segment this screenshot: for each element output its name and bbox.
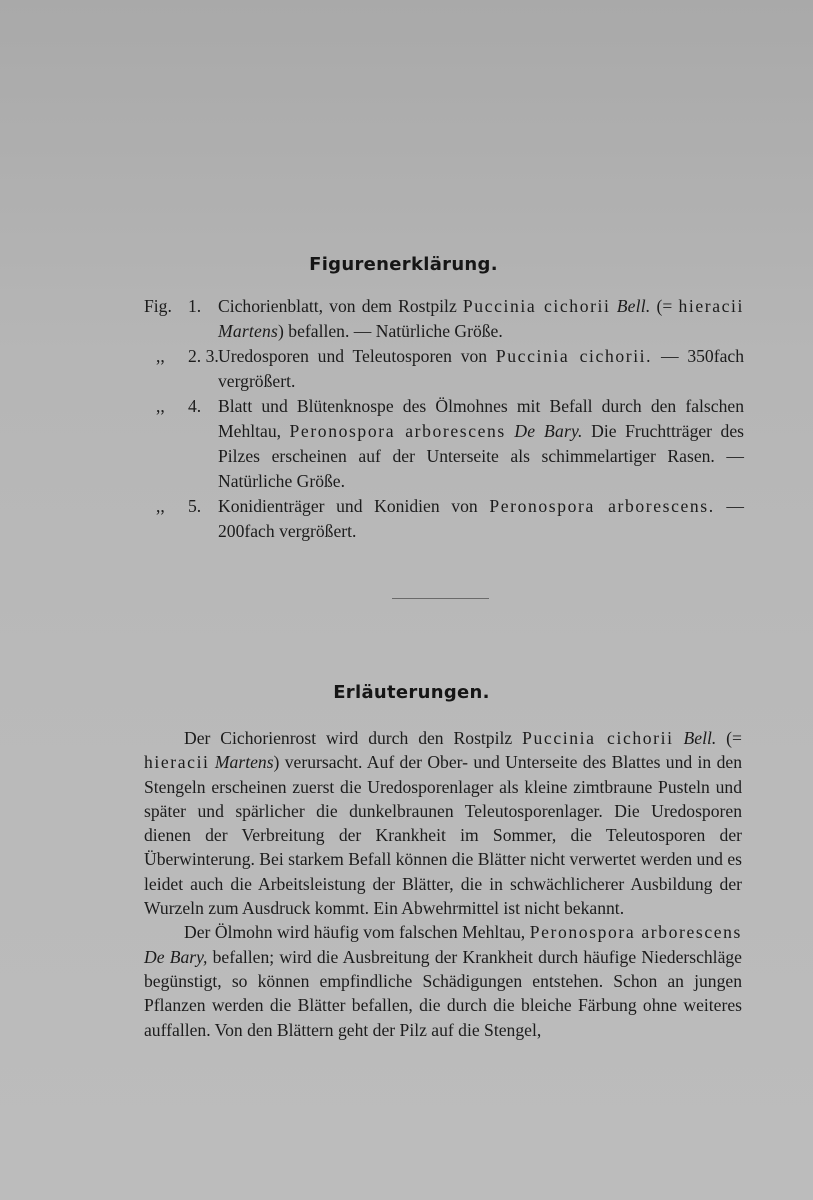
figure-legend-list <box>144 294 744 544</box>
species-name: Puccinia cichorii <box>522 728 674 748</box>
text-run: Der Ölmohn wird häufig vom falschen Mehltau, <box>184 922 530 943</box>
text-run: Cichorienblatt, von dem Rostpilz <box>218 296 463 316</box>
species-name: Peronospora arborescens <box>289 421 506 441</box>
explanation-paragraph <box>144 726 742 920</box>
text-run: — 350fach vergrößert. <box>218 346 744 391</box>
species-name: Peronospora arborescens <box>529 922 742 943</box>
section-divider <box>392 598 489 599</box>
figure-number: 5. <box>188 496 202 516</box>
species-name: Puccinia cichorii <box>462 296 611 316</box>
italic-text: Bell. <box>683 728 717 748</box>
italic-text: Martens <box>214 752 274 773</box>
explanations-heading: Erläuterungen. <box>333 682 490 703</box>
text-run: (= <box>716 728 742 748</box>
figure-legend-entry <box>144 344 744 394</box>
figure-description <box>218 294 744 344</box>
figure-legend-heading: Figurenerklärung. <box>309 254 498 275</box>
species-name: Peronospora arborescens. <box>489 496 715 516</box>
figure-prefix: ,, <box>156 346 165 366</box>
figure-number: 4. <box>188 396 202 416</box>
figure-number: 1. <box>188 296 202 316</box>
text-run: Blatt und Blütenknospe des Ölmohnes mit Befall durch den falschen Mehltau, <box>218 396 744 441</box>
species-name: Puccinia cichorii. <box>495 346 653 366</box>
figure-description <box>218 494 744 544</box>
figure-legend-entry <box>144 494 744 544</box>
text-run: Konidienträger und Konidien von <box>218 496 490 516</box>
explanations-body <box>144 726 742 1042</box>
text-run: befallen; wird die Ausbreitung der Krankheit durch häufige Niederschläge begünstigt, so können empfindliche Schädigungen entstehen. Schon an jungen Pflanzen werden die Blätter befallen, die durch die bleiche Färbung ohne weiteres auffallen. Von den Blättern geht der Pilz auf die Stengel, <box>144 946 742 1040</box>
text-run: Die Fruchtträger des Pilzes erscheinen auf der Unterseite als schimmelartiger Rasen. — Natürliche Größe. <box>218 421 744 491</box>
text-run: Der Cichorienrost wird durch den Rostpilz <box>184 728 523 748</box>
text-run: Uredosporen und Teleutosporen von <box>218 346 496 366</box>
figure-prefix: Fig. <box>144 296 172 316</box>
figure-description <box>218 394 744 494</box>
text-run: ) verursacht. Auf der Ober- und Unterseite des Blattes und in den Stengeln erscheinen zuerst die Uredosporenlager als kleine zimtbraune Pusteln und später und spärlicher die dunkelbraunen Teleutosporenlager. Die Uredosporen dienen der Verbreitung der Krankheit im Sommer, die Teleutosporen der Überwinterung. Bei starkem Befall können die Blätter nicht verwertet werden und es leidet auch die Arbeitsleistung der Blätter, die in schwächlicherer Ausbildung der Wurzeln zum Ausdruck kommt. Ein Abwehrmittel ist nicht bekannt. <box>144 752 742 919</box>
italic-text: Martens <box>218 321 279 341</box>
text-run: — 200fach vergrößert. <box>218 496 744 541</box>
figure-description <box>218 344 744 394</box>
figure-legend-entry <box>144 294 744 344</box>
text-run: (= <box>650 296 679 316</box>
italic-text: De Bary. <box>514 421 583 441</box>
text-run: ) befallen. — Natürliche Größe. <box>278 321 503 341</box>
species-name: hieracii <box>678 296 745 316</box>
figure-prefix: ,, <box>156 396 165 416</box>
figure-number: 2. 3. <box>188 346 219 366</box>
italic-text: Bell. <box>616 296 651 316</box>
italic-text: De Bary, <box>144 946 208 967</box>
text-run <box>674 728 684 748</box>
species-name: hieracii <box>144 752 210 773</box>
figure-prefix: ,, <box>156 496 165 516</box>
explanation-paragraph <box>144 920 742 1041</box>
figure-legend-entry <box>144 394 744 494</box>
